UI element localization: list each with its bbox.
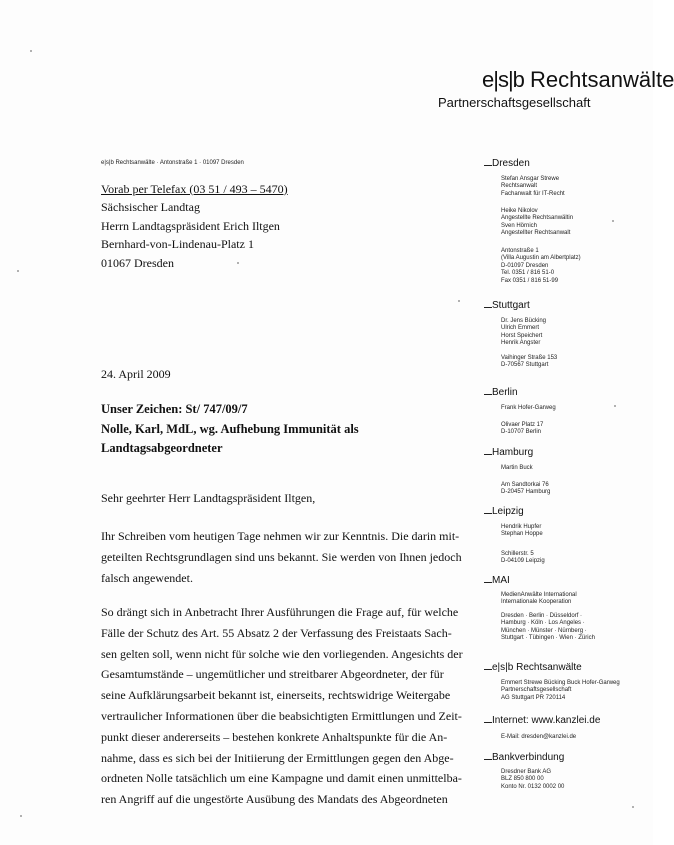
sidebar-text: Stuttgart · Tübingen · Wien · Zürich	[501, 635, 595, 642]
sidebar-text: Angestellte Rechtsanwältin	[501, 215, 574, 222]
sidebar-text: Heike Nikolov	[501, 208, 538, 214]
sidebar-text: BLZ 850 800 00	[501, 776, 544, 783]
paragraph-line: ordneten Nolle tatsächlich um eine Kampagne und damit einen unmittelba-	[101, 771, 462, 786]
sidebar-text: D-04109 Leipzig	[501, 558, 545, 565]
sidebar-text: Am Sandtorkai 76	[501, 482, 549, 488]
subject-line: Landtagsabgeordneter	[101, 441, 223, 455]
paragraph-2	[101, 602, 481, 810]
sidebar-heading-stuttgart: Stuttgart	[492, 300, 530, 312]
paragraph-line: falsch angewendet.	[101, 570, 193, 585]
letter-date: 24. April 2009	[101, 367, 171, 381]
paragraph-line: geteilten Rechtsgrundlagen sind uns bekannt. Sie werden von Ihnen jedoch	[101, 549, 462, 564]
dresden-people	[501, 176, 565, 198]
dresden-people-2	[501, 208, 573, 238]
sidebar-text: Frank Hofer-Garweg	[501, 405, 556, 411]
sidebar-heading-esb: e|s|b Rechtsanwälte	[492, 662, 582, 674]
sidebar-text: Antonstraße 1	[501, 248, 539, 254]
esb-lines	[501, 680, 620, 702]
sidebar-text: Fachanwalt für IT-Recht	[501, 190, 565, 197]
sidebar-text: Rechtsanwalt	[501, 183, 538, 190]
sidebar-text: Internationale Kooperation	[501, 599, 572, 606]
sidebar-text: AG Stuttgart PR 720114	[501, 694, 566, 701]
paragraph-line: punkt dieser andererseits – bestehen konkrete Anhaltspunkte für die An-	[101, 729, 448, 744]
sidebar-heading-berlin: Berlin	[492, 387, 518, 399]
sidebar-text: D-01097 Dresden	[501, 262, 549, 269]
sidebar-text: Sven Hörnich	[501, 222, 538, 229]
salutation	[101, 488, 481, 509]
sidebar-text: Hamburg · Köln · Los Angeles ·	[501, 620, 585, 627]
sidebar-text: D-10707 Berlin	[501, 429, 542, 436]
paragraph-line: nahme, dass es sich bei der Initiierung der Ermittlungen gegen den Abge-	[101, 750, 454, 765]
paragraph-line: vertraulicher Informationen über die beabsichtigten Ermittlungen und Zeit-	[101, 708, 462, 723]
sidebar-text: Fax 0351 / 816 51-99	[501, 277, 559, 284]
sidebar-heading-internet: Internet: www.kanzlei.de	[492, 715, 600, 727]
sidebar-text: Dresden · Berlin · Düsseldorf ·	[501, 613, 583, 619]
sidebar-text: Dresdner Bank AG	[501, 769, 552, 775]
subject-block	[101, 400, 431, 459]
sidebar-text: Dr. Jens Bücking	[501, 318, 547, 324]
paragraph-line: sen gelten soll, wenn nicht für solche wie den vorliegenden. Angesichts der	[101, 646, 463, 661]
recipient-line: 01067 Dresden	[101, 255, 174, 270]
firm-subtitle: Partnerschaftsgesellschaft	[438, 95, 591, 110]
leipzig-people	[501, 524, 543, 539]
mai-lines	[501, 592, 577, 607]
sidebar-text: Partnerschaftsgesellschaft	[501, 687, 572, 694]
sidebar-heading-dresden: Dresden	[492, 158, 530, 170]
sidebar-heading-mai: MAI	[492, 575, 510, 587]
leipzig-address	[501, 551, 545, 566]
sidebar-heading-bank: Bankverbindung	[492, 752, 564, 764]
paragraph-line: Ihr Schreiben vom heutigen Tage nehmen wir zur Kenntnis. Die darin mit-	[101, 529, 460, 543]
letterhead-brand	[482, 67, 674, 93]
sidebar-text: Konto Nr. 0132 0002 00	[501, 783, 565, 790]
dresden-address	[501, 248, 581, 285]
hamburg-address	[501, 482, 550, 497]
mai-cities	[501, 613, 595, 643]
sidebar-text: D-20457 Hamburg	[501, 489, 551, 496]
sidebar-text: Emmert Strewe Bücking Buck Hofer-Garweg	[501, 680, 620, 686]
sidebar-text: Schillerstr. 5	[501, 551, 534, 557]
paragraph-line: ren Angriff auf die ungestörte Ausübung des Mandats des Abgeordneten	[101, 792, 448, 807]
scan-speck	[30, 50, 32, 52]
scan-speck	[458, 300, 460, 302]
firm-logo: e|s|b	[482, 67, 524, 92]
sidebar-text: Stefan Ansgar Strewe	[501, 176, 560, 182]
recipient-line: Bernhard-von-Lindenau-Platz 1	[101, 237, 254, 252]
scan-speck	[632, 806, 634, 808]
sidebar-text: Olivaer Platz 17	[501, 422, 544, 428]
subject-line: Nolle, Karl, MdL, wg. Aufhebung Immunität als	[101, 421, 359, 436]
sidebar-text: Martin Buck	[501, 465, 533, 471]
firm-name: Rechtsanwälte	[530, 67, 674, 92]
berlin-address	[501, 422, 543, 437]
sender-return-address: e|s|b Rechtsanwälte · Antonstraße 1 · 01097 Dresden	[101, 160, 244, 166]
scan-speck	[237, 262, 239, 264]
sidebar-heading-leipzig: Leipzig	[492, 506, 524, 518]
scan-speck	[17, 270, 19, 272]
hamburg-people	[501, 465, 533, 472]
stuttgart-address	[501, 355, 557, 370]
sidebar-text: Stephan Hoppe	[501, 531, 543, 538]
bank-lines	[501, 769, 564, 791]
scan-speck	[612, 220, 614, 222]
sidebar-heading-hamburg: Hamburg	[492, 447, 533, 459]
sidebar-text: Hendrik Hupfer	[501, 524, 542, 530]
sidebar-text: Henrik Angster	[501, 340, 541, 347]
paragraph-line: seine Aufklärungsarbeit bekannt ist, einerseits, rechtswidrige Weitergabe	[101, 688, 451, 703]
salutation-text: Sehr geehrter Herr Landtagspräsident Iltgen,	[101, 491, 316, 505]
sidebar-text: Horst Speichert	[501, 332, 543, 339]
email-line: E-Mail: dresden@kanzlei.de	[501, 734, 577, 740]
berlin-people	[501, 405, 556, 412]
paragraph-1	[101, 526, 481, 588]
scan-speck	[20, 815, 22, 817]
paragraph-line: Gesamtumstände – ungemütlicher und streitbarer Abgeordneter, der für	[101, 667, 444, 682]
sidebar-text: (Villa Augustin am Albertplatz)	[501, 255, 581, 262]
recipient-line: Sächsischer Landtag	[101, 200, 200, 215]
reference-line: Unser Zeichen: St/ 747/09/7	[101, 402, 248, 416]
sidebar-text: MedienAnwälte International	[501, 592, 577, 598]
sidebar-text: Vaihinger Straße 153	[501, 355, 558, 361]
fax-line: Vorab per Telefax (03 51 / 493 – 5470)	[101, 182, 288, 196]
sidebar-text: München · Münster · Nürnberg ·	[501, 627, 587, 634]
sidebar-text: D-70567 Stuttgart	[501, 362, 549, 369]
scan-speck	[614, 405, 616, 407]
sidebar-text: Tel. 0351 / 816 51-0	[501, 270, 555, 277]
stuttgart-people	[501, 318, 546, 348]
sidebar-text: Ulrich Emmert	[501, 325, 540, 332]
recipient-block	[101, 180, 288, 272]
paragraph-line: So drängt sich in Anbetracht Ihrer Ausführungen die Frage auf, für welche	[101, 605, 459, 619]
sidebar-text: Angestellter Rechtsanwalt	[501, 230, 571, 237]
paragraph-line: Fälle der Schutz des Art. 55 Absatz 2 der Verfassung des Freistaats Sach-	[101, 625, 452, 640]
recipient-line: Herrn Landtagspräsident Erich Iltgen	[101, 218, 280, 233]
